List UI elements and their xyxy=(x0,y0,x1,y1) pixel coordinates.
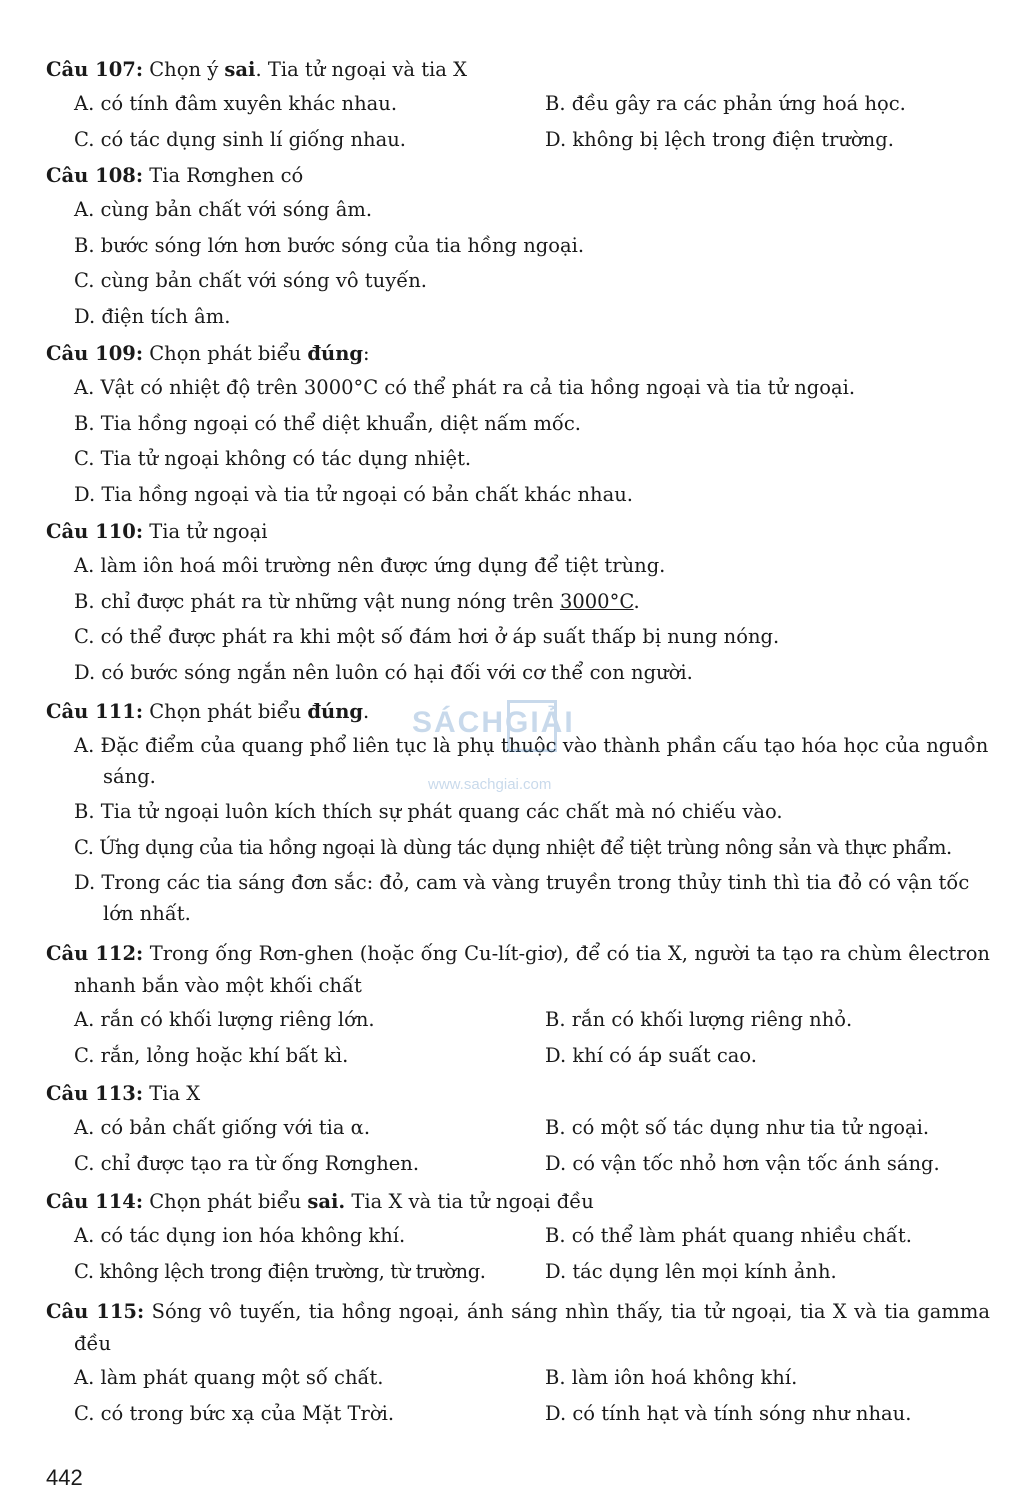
option-c: C. Ứng dụng của tia hồng ngoại là dùng tác dụng nhiệt để tiệt trùng nông sản và thực phẩm. xyxy=(74,835,952,859)
option-b: B. đều gây ra các phản ứng hoá học. xyxy=(545,92,906,115)
stem-text: . Tia tử ngoại và tia X xyxy=(255,58,467,81)
question-107 xyxy=(46,54,990,157)
option-a: A. có tác dụng ion hóa không khí. xyxy=(74,1224,406,1247)
option-a: A. có bản chất giống với tia α. xyxy=(74,1116,371,1139)
option-c: C. cùng bản chất với sóng vô tuyến. xyxy=(74,269,427,292)
underlined-value: 3000°C xyxy=(559,589,634,613)
option-text: B. chỉ được phát ra từ những vật nung nóng trên xyxy=(74,589,560,613)
option-c: C. chỉ được tạo ra từ ống Rơnghen. xyxy=(74,1151,420,1175)
option-b: B. Tia hồng ngoại có thể diệt khuẩn, diệt nấm mốc. xyxy=(74,411,581,435)
stem-text: : xyxy=(363,342,370,365)
option-d: D. Tia hồng ngoại và tia tử ngoại có bản chất khác nhau. xyxy=(74,482,633,506)
stem-emphasis: sai xyxy=(224,58,256,81)
option-b: B. có thể làm phát quang nhiều chất. xyxy=(545,1224,912,1247)
question-115 xyxy=(46,1296,990,1431)
option-a: A. Vật có nhiệt độ trên 3000°C có thể phát ra cả tia hồng ngoại và tia tử ngoại. xyxy=(74,376,856,399)
option-a: A. cùng bản chất với sóng âm. xyxy=(74,198,373,221)
stem-text: Chọn ý xyxy=(143,58,225,81)
watermark-brand: SÁCHGIẢI xyxy=(412,706,575,739)
options-list xyxy=(46,192,990,334)
question-stem xyxy=(46,338,990,370)
options-grid xyxy=(46,1218,990,1289)
question-number: Câu 112: xyxy=(46,942,144,965)
option-b: B. Tia tử ngoại luôn kích thích sự phát quang các chất mà nó chiếu vào. xyxy=(74,800,783,823)
options-grid xyxy=(46,1360,990,1431)
stem-text: Sóng vô tuyến, tia hồng ngoại, ánh sáng nhìn thấy, tia tử ngoại, tia X và tia gamma đều xyxy=(74,1300,990,1355)
question-113 xyxy=(46,1078,990,1181)
question-number: Câu 110: xyxy=(46,520,144,543)
question-114 xyxy=(46,1186,990,1289)
option-a: A. có tính đâm xuyên khác nhau. xyxy=(74,92,398,115)
question-number: Câu 115: xyxy=(46,1300,145,1323)
question-stem xyxy=(46,1296,990,1360)
watermark-url: www.sachgiai.com xyxy=(428,776,552,793)
page-number: 442 xyxy=(46,1465,83,1490)
question-stem xyxy=(46,1078,990,1110)
question-stem xyxy=(46,938,990,1002)
question-number: Câu 109: xyxy=(46,342,144,365)
option-b xyxy=(46,584,990,620)
stem-emphasis: đúng xyxy=(307,700,364,723)
question-stem xyxy=(46,516,990,548)
question-number: Câu 108: xyxy=(46,164,144,187)
option-c: C. có thể được phát ra khi một số đám hơi ở áp suất thấp bị nung nóng. xyxy=(74,625,780,648)
question-number: Câu 113: xyxy=(46,1082,144,1105)
option-a: A. làm iôn hoá môi trường nên được ứng dụng để tiệt trùng. xyxy=(74,554,666,577)
option-b: B. làm iôn hoá không khí. xyxy=(545,1366,798,1389)
question-stem xyxy=(46,160,990,192)
question-110 xyxy=(46,516,990,690)
stem-emphasis: đúng xyxy=(307,342,364,365)
option-c: C. không lệch trong điện trường, từ trường. xyxy=(74,1259,486,1283)
option-c: C. có tác dụng sinh lí giống nhau. xyxy=(74,127,406,151)
question-stem xyxy=(46,54,990,86)
option-d: D. có tính hạt và tính sóng như nhau. xyxy=(545,1401,912,1425)
option-c: C. rắn, lỏng hoặc khí bất kì. xyxy=(74,1043,349,1067)
option-d: D. không bị lệch trong điện trường. xyxy=(545,127,894,151)
stem-text: Tia X và tia tử ngoại đều xyxy=(345,1190,594,1213)
option-c: C. Tia tử ngoại không có tác dụng nhiệt. xyxy=(74,447,472,470)
watermark-logo xyxy=(410,700,610,800)
stem-text: Chọn phát biểu xyxy=(143,342,308,365)
options-grid xyxy=(46,1002,990,1073)
stem-text: Chọn phát biểu xyxy=(143,700,308,723)
options-grid xyxy=(46,86,990,157)
stem-emphasis: sai. xyxy=(307,1190,346,1213)
stem-text: Tia Rơnghen có xyxy=(143,164,304,187)
stem-text: Chọn phát biểu xyxy=(143,1190,308,1213)
option-d: D. Trong các tia sáng đơn sắc: đỏ, cam và vàng truyền trong thủy tinh thì tia đỏ có vận tốc lớn nhất. xyxy=(74,871,970,925)
option-d: D. điện tích âm. xyxy=(74,304,231,328)
options-grid xyxy=(46,1110,990,1181)
question-109 xyxy=(46,338,990,512)
option-a: A. Đặc điểm của quang phổ liên tục là phụ thuộc vào thành phần cấu tạo hóa học của nguồn sáng. xyxy=(74,734,989,788)
stem-text: Tia X xyxy=(143,1082,201,1105)
question-number: Câu 114: xyxy=(46,1190,144,1213)
option-a: A. rắn có khối lượng riêng lớn. xyxy=(74,1008,375,1031)
stem-text: Tia tử ngoại xyxy=(143,520,268,543)
options-list xyxy=(46,548,990,690)
option-c: C. có trong bức xạ của Mặt Trời. xyxy=(74,1401,395,1425)
question-number: Câu 107: xyxy=(46,58,144,81)
question-108 xyxy=(46,160,990,334)
option-text: . xyxy=(633,589,640,613)
stem-text: . xyxy=(363,700,370,723)
option-b: B. rắn có khối lượng riêng nhỏ. xyxy=(545,1008,853,1031)
option-d: D. có bước sóng ngắn nên luôn có hại đối với cơ thể con người. xyxy=(74,660,693,684)
question-stem xyxy=(46,1186,990,1218)
option-d: D. khí có áp suất cao. xyxy=(545,1043,758,1067)
question-number: Câu 111: xyxy=(46,700,144,723)
option-d: D. có vận tốc nhỏ hơn vận tốc ánh sáng. xyxy=(545,1151,940,1175)
options-list xyxy=(46,370,990,512)
option-b: B. có một số tác dụng như tia tử ngoại. xyxy=(545,1116,930,1139)
stem-text: Trong ống Rơn-ghen (hoặc ống Cu-lít-giơ), để có tia X, người ta tạo ra chùm êlectron nhanh bắn vào một khối chất xyxy=(74,942,990,997)
question-112 xyxy=(46,938,990,1073)
option-b: B. bước sóng lớn hơn bước sóng của tia hồng ngoại. xyxy=(74,233,585,257)
option-d: D. tác dụng lên mọi kính ảnh. xyxy=(545,1259,837,1283)
option-a: A. làm phát quang một số chất. xyxy=(74,1366,384,1389)
